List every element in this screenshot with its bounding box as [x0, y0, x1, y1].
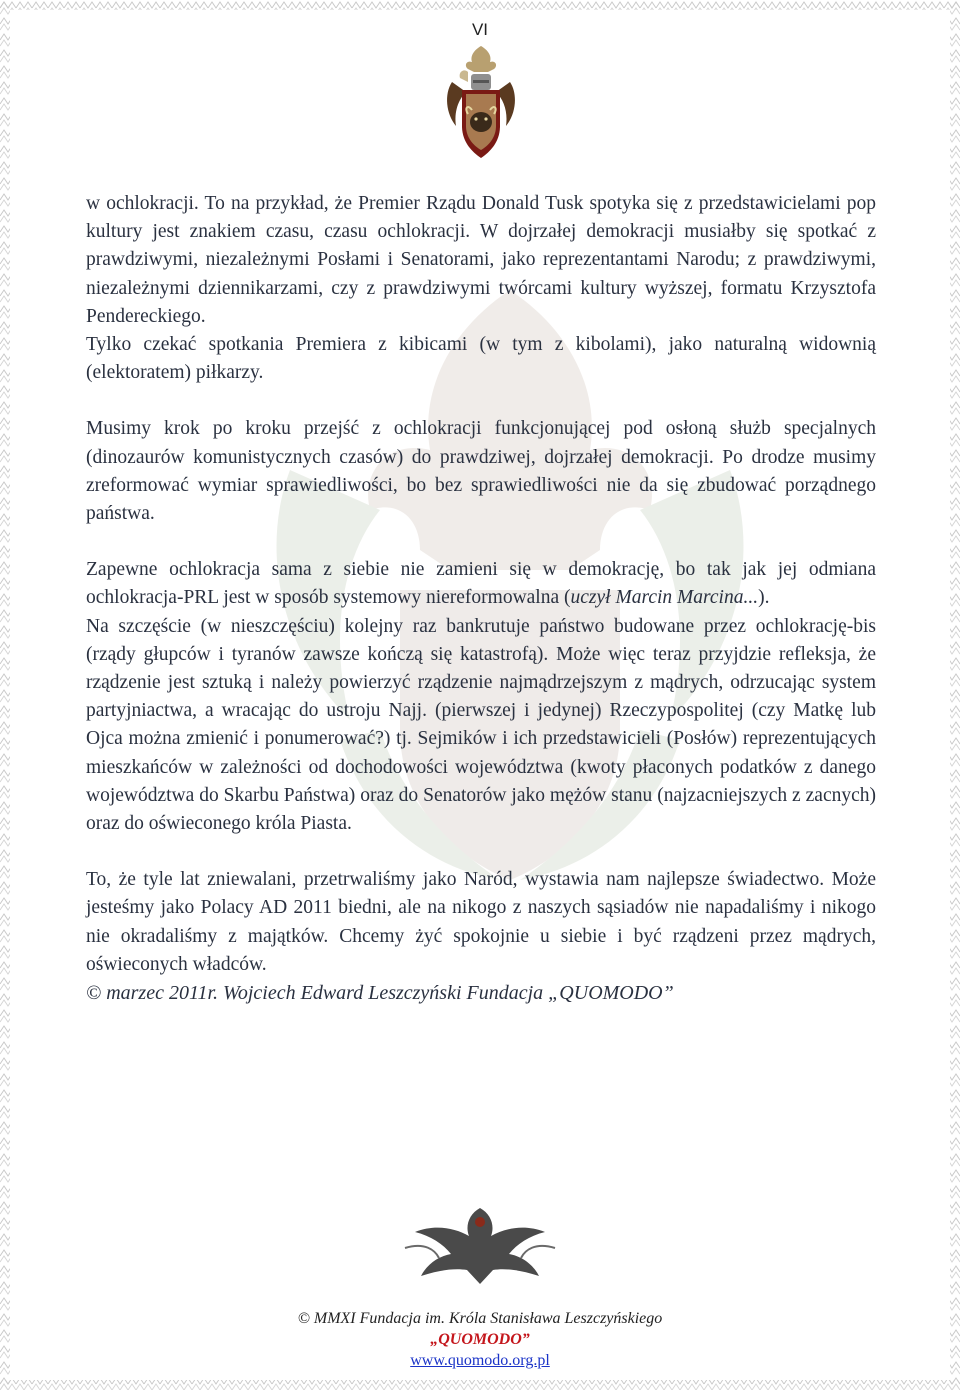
paragraph: Na szczęście (w nieszczęściu) kolejny raz bankrutuje państwo budowane przez ochlokrację-bis (rządy głupców i tyranów zawsze kończą się katastrofą). Może więc teraz przyjdzie refleksja, że rządzenie jest sztuką i należy powierzyć rządzenie najmądrzejszym z mądrych, odrzucając system partyjniactwa, a wracając do ustroju Najj. (pierwszej i jedynej) Rzeczypospolitej (czy Matkę lub Ojca można zmienić i ponumerować?) tj. Sejmików i ich przedstawicieli (Posłów) reprezentujących mieszkańców w zależności od dochodowości województwa (kwoty płaconych podatków z danego województwa do Skarbu Państwa) oraz do Senatorów jako mężów stanu (najzacniejszych z zacnych) oraz do oświeconego króla Piasta.	[86, 615, 876, 835]
paragraph	[86, 556, 876, 612]
paragraph: Musimy krok po kroku przejść z ochlokracji funkcjonującej pod osłoną służb specjalnych (dinozaurów komunistycznych czasów) do prawdziwej, dojrzałej demokracji. Po drodze musimy zreformować wymiar sprawiedliwości, bo bez sprawiedliwości nie da się zbudować porządnego państwa.	[86, 418, 876, 525]
footer	[0, 1308, 960, 1371]
paragraph-text: ).	[758, 587, 770, 609]
paragraph: To, że tyle lat zniewalani, przetrwaliśmy jako Naród, wystawia nam najlepsze świadectwo. Może jesteśmy jako Polacy AD 2011 biedni, ale na nikogo z naszych sąsiadów nie napadaliśmy i nikogo nie okradaliśmy z majątków. Chcemy żyć spokojnie u siebie i być rządzeni przez mądrych, oświeconych władców.	[86, 869, 876, 975]
page-number: VI	[471, 20, 489, 39]
brand-name: „QUOMODO”	[430, 1331, 530, 1348]
signature: © marzec 2011r. Wojciech Edward Leszczyński Fundacja „QUOMODO”	[86, 982, 674, 1005]
website-link[interactable]: www.quomodo.org.pl	[410, 1352, 550, 1369]
paragraph: w ochlokracji. To na przykład, że Premier Rządu Donald Tusk spotyka się z przedstawicielami pop kultury jest znakiem czasu, czasu ochlokracji. W dojrzałej demokracji musiałby się spotkać z prawdziwymi, niezależnymi Posłami i Senatorami, jako reprezentantami Narodu; z prawdziwymi, niezależnymi dziennikarzami, czy z prawdziwymi twórcami kultury wyższej, formatu Krzysztofa Pendereckiego.	[86, 193, 876, 327]
coat-of-arms-icon	[438, 42, 524, 162]
eagle-ornament-icon	[395, 1198, 565, 1288]
italic-quote: uczył Marcin Marcina...	[570, 587, 759, 609]
paragraph: Tylko czekać spotkania Premiera z kibicami (w tym z kibolami), jako naturalną widownią (elektoratem) piłkarzy.	[86, 334, 876, 384]
paragraph-text: Zapewne ochlokracja sama z siebie nie zamieni się w demokrację, bo tak jak jej odmiana ochlokracja-PRL jest w sposób systemowy niereformowalna (	[86, 559, 876, 609]
copyright-line: © MMXI Fundacja im. Króla Stanisława Leszczyńskiego	[297, 1310, 663, 1327]
document-body	[86, 190, 876, 1007]
